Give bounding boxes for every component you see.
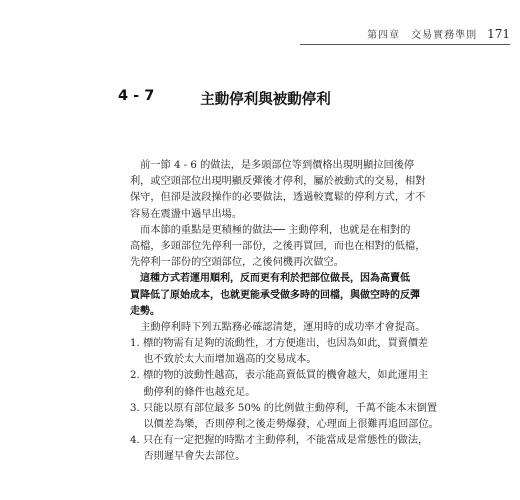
chapter-title: 第四章 交易實務準則 (367, 30, 478, 41)
text-line: 主動停利時下列五點務必確認清楚，運用時的成功率才會提高。 (130, 321, 426, 333)
section-title: 主動停利與被動停利 (200, 92, 331, 108)
paragraph (130, 320, 439, 466)
paragraph (130, 223, 430, 272)
text-line: 高檔，多頭部位先停利一部份，之後再買回，而也在相對的低檔， (130, 240, 426, 252)
text-line: 買降低了原始成本，也就更能承受做多時的回檔，與做空時的反彈 (130, 289, 420, 301)
text-line: 也不致於太大而增加過高的交易成本。 (130, 354, 317, 366)
text-line: 1. 標的物需有足夠的流動性，才方便進出，也因為如此，買賣價差 (130, 338, 429, 350)
text-line: 4. 只在有一定把握的時點才主動停利，不能當成是常態性的做法， (130, 435, 429, 447)
header-rule (300, 44, 510, 45)
page-number: 171 (487, 27, 510, 41)
text-line: 先停利一部份的空頭部位，之後伺機再次做空。 (130, 257, 344, 269)
text-line: 保守，但卻是波段操作的必要做法，透過較寬鬆的停利方式，才不 (130, 192, 426, 204)
body-text (130, 158, 439, 466)
text-line: 這種方式若運用順利，反而更有利於把部位做長，因為高賣低 (130, 273, 410, 285)
text-line: 3. 只能以原有部位最多 50% 的比例做主動停利，千萬不能本末倒置 (130, 402, 437, 414)
section-number: 4 - 7 (118, 88, 155, 104)
text-line: 前一節 4 - 6 的做法，是多頭部位等到價格出現明顯拉回後停 (130, 160, 415, 171)
text-line: 動停利的條件也越充足。 (130, 386, 256, 398)
section-heading (118, 88, 331, 109)
emphasis-paragraph (130, 271, 430, 320)
text-line: 而本節的重點是更積極的做法── 主動停利，也就是在相對的 (130, 224, 411, 236)
text-line: 利，或空頭部位出現明顯反彈後才停利，屬於被動式的交易，相對 (130, 176, 426, 188)
text-line: 走勢。 (130, 305, 160, 317)
paragraph (130, 158, 430, 223)
text-line: 以價差為樂，否則停利之後走勢爆發，心理面上很難再追回部位。 (130, 419, 439, 430)
running-header (300, 26, 510, 41)
text-line: 2. 標的物的波動性越高，表示能高賣低買的機會越大，如此運用主 (130, 370, 429, 382)
text-line: 否則遲早會失去部位。 (130, 451, 246, 463)
text-line: 容易在震盪中過早出場。 (130, 208, 243, 220)
